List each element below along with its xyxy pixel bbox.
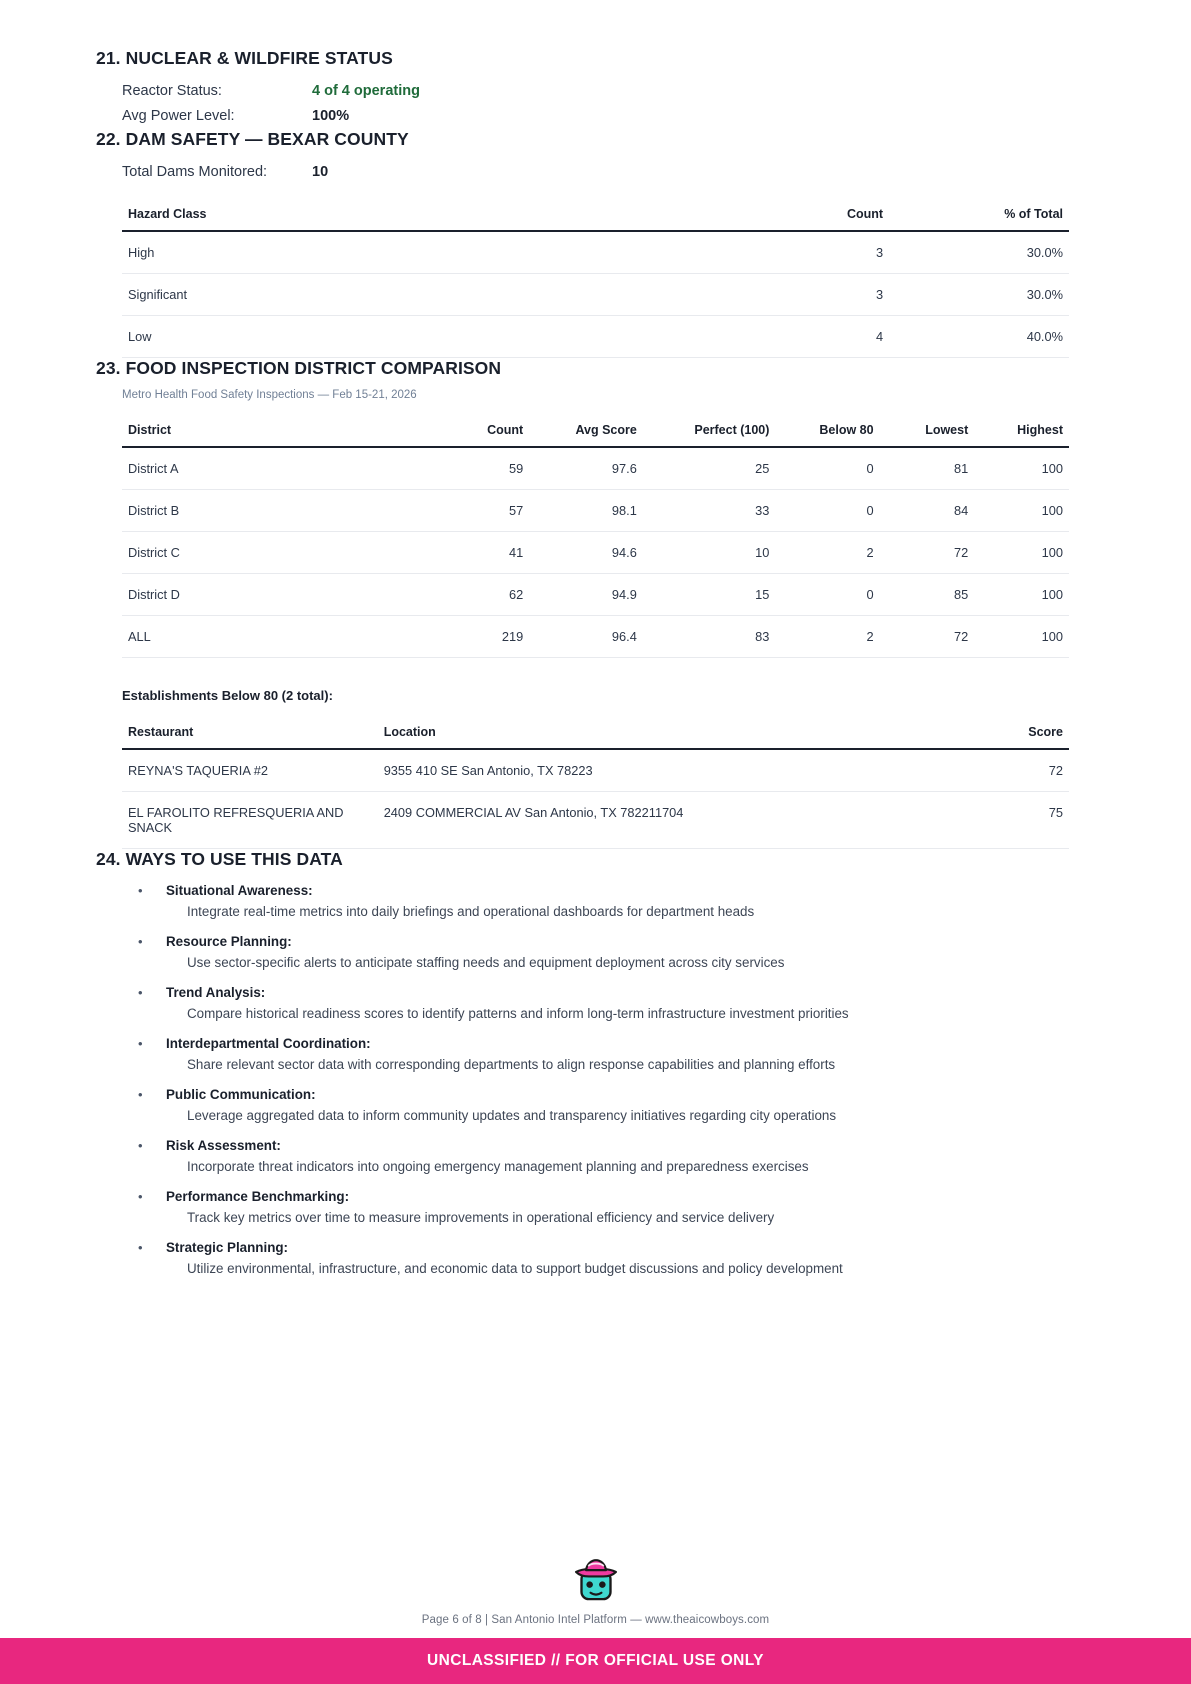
district-table-head <box>122 419 1069 447</box>
way-title: Strategic Planning: <box>166 1240 289 1255</box>
district-name-cell: District A <box>122 447 435 490</box>
section-heading-dam-safety: 22. DAM SAFETY — BEXAR COUNTY <box>96 129 409 149</box>
district-lowest-cell: 84 <box>880 490 975 532</box>
total-dams-label: Total Dams Monitored: <box>122 164 268 180</box>
district-lowest-cell: 81 <box>880 447 975 490</box>
table-row <box>122 532 1069 574</box>
district-avg-score-cell: 94.6 <box>529 532 643 574</box>
district-perfect-cell: 15 <box>643 574 776 616</box>
district-below80-cell: 2 <box>775 532 879 574</box>
col-highest: Highest <box>974 419 1069 447</box>
district-highest-cell: 100 <box>974 616 1069 658</box>
district-count-cell: 57 <box>435 490 530 532</box>
district-perfect-cell: 25 <box>643 447 776 490</box>
ways-to-use-list <box>122 880 1095 1279</box>
district-count-cell: 219 <box>435 616 530 658</box>
district-count-cell: 62 <box>435 574 530 616</box>
district-highest-cell: 100 <box>974 574 1069 616</box>
table-row <box>122 316 1069 358</box>
table-row <box>122 490 1069 532</box>
avg-power-level-row <box>122 104 1095 129</box>
bullet-icon: • <box>138 883 143 898</box>
way-description: Leverage aggregated data to inform community updates and transparency initiatives regarding city operations <box>187 1108 837 1123</box>
district-below80-cell: 0 <box>775 490 879 532</box>
list-item <box>122 1237 1095 1279</box>
district-below80-cell: 0 <box>775 574 879 616</box>
establishments-table-body <box>122 749 1069 849</box>
district-avg-score-cell: 97.6 <box>529 447 643 490</box>
district-lowest-cell: 72 <box>880 616 975 658</box>
way-description: Share relevant sector data with corresponding departments to align response capabilities and planning efforts <box>187 1057 836 1072</box>
avg-power-level-label: Avg Power Level: <box>122 108 235 124</box>
district-highest-cell: 100 <box>974 447 1069 490</box>
table-row <box>122 574 1069 616</box>
dam-hazard-table-body <box>122 231 1069 358</box>
district-avg-score-cell: 98.1 <box>529 490 643 532</box>
list-item <box>122 1135 1095 1177</box>
district-lowest-cell: 85 <box>880 574 975 616</box>
district-avg-score-cell: 94.9 <box>529 574 643 616</box>
way-title: Interdepartmental Coordination: <box>166 1036 371 1051</box>
bullet-icon: • <box>138 934 143 949</box>
classification-text: UNCLASSIFIED // FOR OFFICIAL USE ONLY <box>427 1652 764 1669</box>
page-footer <box>0 1552 1191 1626</box>
table-header-row <box>122 203 1069 231</box>
col-lowest: Lowest <box>880 419 975 447</box>
way-title: Resource Planning: <box>166 934 292 949</box>
col-location: Location <box>378 721 937 749</box>
total-dams-row <box>122 160 1095 185</box>
bullet-icon: • <box>138 1138 143 1153</box>
col-below-80: Below 80 <box>775 419 879 447</box>
way-description: Use sector-specific alerts to anticipate staffing needs and equipment deployment across city services <box>187 955 785 970</box>
restaurant-score-cell: 72 <box>936 749 1069 792</box>
hazard-pct-cell: 30.0% <box>889 231 1069 274</box>
list-item <box>122 982 1095 1024</box>
col-pct-of-total: % of Total <box>889 203 1069 231</box>
total-dams-value: 10 <box>312 164 329 180</box>
hazard-count-cell: 3 <box>709 231 889 274</box>
district-name-cell: ALL <box>122 616 435 658</box>
list-item <box>122 1033 1095 1075</box>
food-inspection-caption: Metro Health Food Safety Inspections — Feb 15-21, 2026 <box>122 389 417 401</box>
hazard-class-cell: Significant <box>122 274 709 316</box>
nuclear-status-block <box>122 79 1095 129</box>
reactor-status-value: 4 of 4 operating <box>312 83 420 99</box>
dam-hazard-table <box>122 203 1069 358</box>
footer-text: Page 6 of 8 | San Antonio Intel Platform — www.theaicowboys.com <box>421 1614 770 1626</box>
way-description: Incorporate threat indicators into ongoing emergency management planning and preparedness exercises <box>187 1159 809 1174</box>
way-title: Performance Benchmarking: <box>166 1189 350 1204</box>
establishments-below-80-table <box>122 721 1069 849</box>
hazard-count-cell: 3 <box>709 274 889 316</box>
way-title: Public Communication: <box>166 1087 316 1102</box>
bullet-icon: • <box>138 1036 143 1051</box>
bullet-icon: • <box>138 1087 143 1102</box>
district-avg-score-cell: 96.4 <box>529 616 643 658</box>
col-hazard-class: Hazard Class <box>122 203 709 231</box>
col-perfect-100: Perfect (100) <box>643 419 776 447</box>
district-below80-cell: 2 <box>775 616 879 658</box>
bullet-icon: • <box>138 985 143 1000</box>
district-table-body <box>122 447 1069 658</box>
col-score: Score <box>936 721 1069 749</box>
district-name-cell: District D <box>122 574 435 616</box>
way-title: Risk Assessment: <box>166 1138 281 1153</box>
table-row <box>122 447 1069 490</box>
section-heading-nuclear: 21. NUCLEAR & WILDFIRE STATUS <box>96 48 393 68</box>
district-count-cell: 41 <box>435 532 530 574</box>
restaurant-name-cell: REYNA'S TAQUERIA #2 <box>122 749 378 792</box>
way-description: Integrate real-time metrics into daily briefings and operational dashboards for department heads <box>187 904 755 919</box>
restaurant-name-cell: EL FAROLITO REFRESQUERIA AND SNACK <box>122 792 378 849</box>
list-item <box>122 931 1095 973</box>
col-avg-score: Avg Score <box>529 419 643 447</box>
hazard-class-cell: Low <box>122 316 709 358</box>
classification-banner <box>0 1638 1191 1684</box>
bullet-icon: • <box>138 1189 143 1204</box>
table-header-row <box>122 419 1069 447</box>
table-row <box>122 749 1069 792</box>
hazard-pct-cell: 40.0% <box>889 316 1069 358</box>
section-heading-ways-to-use: 24. WAYS TO USE THIS DATA <box>96 849 343 869</box>
district-lowest-cell: 72 <box>880 532 975 574</box>
col-restaurant: Restaurant <box>122 721 378 749</box>
table-row <box>122 792 1069 849</box>
table-header-row <box>122 721 1069 749</box>
district-name-cell: District C <box>122 532 435 574</box>
table-row-total <box>122 616 1069 658</box>
way-description: Compare historical readiness scores to identify patterns and inform long-term infrastructure investment priorities <box>187 1006 849 1021</box>
cowboy-mascot-logo-icon <box>567 1552 625 1610</box>
section-heading-food-inspection: 23. FOOD INSPECTION DISTRICT COMPARISON <box>96 358 502 378</box>
bullet-icon: • <box>138 1240 143 1255</box>
col-count: Count <box>435 419 530 447</box>
establishments-table-head <box>122 721 1069 749</box>
col-district: District <box>122 419 435 447</box>
hazard-pct-cell: 30.0% <box>889 274 1069 316</box>
restaurant-location-cell: 9355 410 SE San Antonio, TX 78223 <box>378 749 937 792</box>
list-item <box>122 1084 1095 1126</box>
restaurant-score-cell: 75 <box>936 792 1069 849</box>
list-item <box>122 880 1095 922</box>
way-description: Utilize environmental, infrastructure, and economic data to support budget discussions and policy development <box>187 1261 843 1276</box>
dam-total-block <box>122 160 1095 185</box>
district-below80-cell: 0 <box>775 447 879 490</box>
avg-power-level-value: 100% <box>312 108 350 124</box>
hazard-class-cell: High <box>122 231 709 274</box>
district-comparison-table <box>122 419 1069 658</box>
dam-hazard-table-head <box>122 203 1069 231</box>
table-row <box>122 274 1069 316</box>
district-highest-cell: 100 <box>974 490 1069 532</box>
table-row <box>122 231 1069 274</box>
district-perfect-cell: 83 <box>643 616 776 658</box>
district-perfect-cell: 10 <box>643 532 776 574</box>
district-perfect-cell: 33 <box>643 490 776 532</box>
restaurant-location-cell: 2409 COMMERCIAL AV San Antonio, TX 782211704 <box>378 792 937 849</box>
way-title: Trend Analysis: <box>166 985 266 1000</box>
district-highest-cell: 100 <box>974 532 1069 574</box>
reactor-status-row <box>122 79 1095 104</box>
reactor-status-label: Reactor Status: <box>122 83 222 99</box>
district-name-cell: District B <box>122 490 435 532</box>
hazard-count-cell: 4 <box>709 316 889 358</box>
col-count: Count <box>709 203 889 231</box>
list-item <box>122 1186 1095 1228</box>
way-description: Track key metrics over time to measure improvements in operational efficiency and service delivery <box>187 1210 775 1225</box>
district-count-cell: 59 <box>435 447 530 490</box>
way-title: Situational Awareness: <box>166 883 313 898</box>
establishments-below-80-label: Establishments Below 80 (2 total): <box>122 688 333 703</box>
